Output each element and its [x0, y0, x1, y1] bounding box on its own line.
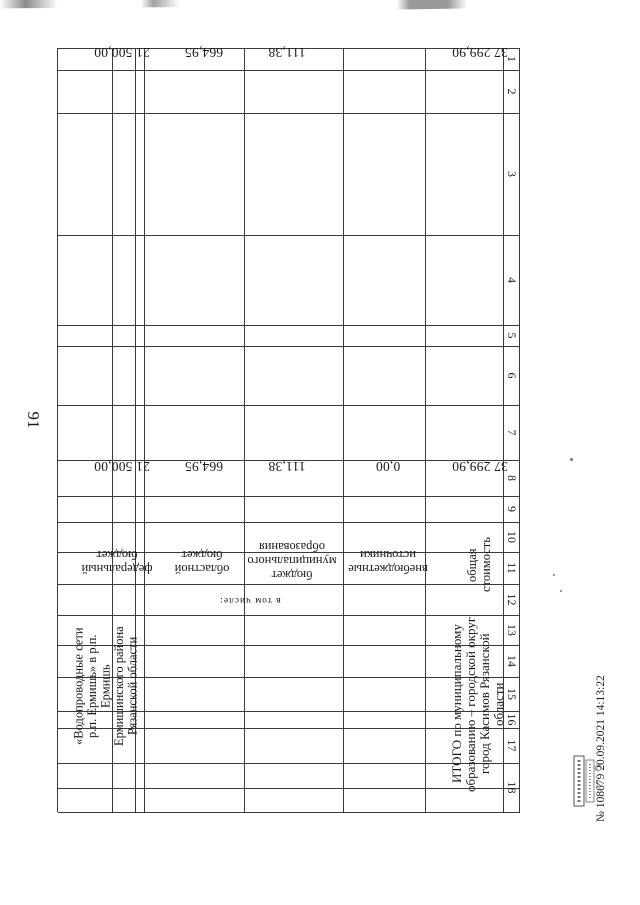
col6-total: 37 299,90: [452, 459, 508, 474]
source-extrabudget-text: внебюджетные источники: [348, 548, 428, 576]
registration-footer: № 108679 20.09.2021 14:13:22: [595, 675, 607, 822]
col-number-2: 2: [505, 88, 519, 95]
including-label: [200, 593, 300, 607]
col6-federal: 21 500,00: [94, 459, 150, 474]
col-number-8: 8: [505, 475, 519, 481]
col-number-5: 5: [505, 332, 519, 339]
source-regional-text: областной бюджет: [174, 548, 230, 576]
col6-municipal: 111,38: [268, 459, 306, 474]
col18-municipal: 111,38: [268, 45, 306, 60]
col6-extrabudget: 0,00: [375, 459, 401, 474]
total-label-cell: [438, 614, 518, 794]
source-municipal-text: бюджет муниципального образования: [247, 540, 337, 582]
col-number-11: 11: [505, 562, 519, 574]
total-source-cell: [448, 528, 510, 602]
col-number-7: 7: [505, 429, 519, 436]
col-number-17: 17: [505, 739, 519, 752]
col-number-4: 4: [505, 277, 519, 283]
total-label: ИТОГО по муниципальному образованию – городской округ город Касимов Рязанской области: [449, 616, 506, 792]
scan-speck: [553, 574, 555, 576]
page-number: 91: [24, 411, 43, 429]
col6-regional: 664,95: [184, 459, 224, 474]
col-number-13: 13: [505, 624, 519, 636]
scan-speck: [570, 458, 573, 461]
col18-total: 37 299,90: [452, 45, 508, 60]
col-number-15: 15: [505, 688, 519, 700]
source-municipal: [240, 528, 344, 594]
source-regional: [165, 530, 239, 594]
col-number-3: 3: [505, 171, 519, 177]
project-name: «Водопроводные сети р.п. Ермишь» в р.п. Ермишь Ермишинского района Рязанской области: [71, 626, 140, 746]
col-number-10: 10: [505, 531, 519, 543]
col-number-16: 16: [505, 713, 519, 726]
total-source: общая стоимость: [465, 537, 493, 593]
col-number-14: 14: [505, 655, 519, 667]
col-number-9: 9: [505, 506, 519, 512]
col18-federal: 21 500,00: [94, 45, 150, 60]
col18-regional: 664,95: [184, 45, 224, 60]
col-number-12: 12: [505, 593, 519, 606]
scan-edge-artifact: [0, 0, 640, 14]
source-federal-text: федеральный бюджет: [81, 548, 153, 576]
including-label-text: в том числе:: [219, 595, 281, 605]
source-extrabudget: [343, 530, 433, 594]
project-name-cell: [58, 625, 154, 747]
col-number-6: 6: [505, 372, 519, 379]
col-number-18: 18: [505, 781, 519, 794]
col-number-1: 1: [505, 56, 519, 62]
source-federal: [80, 530, 154, 594]
scan-speck: [560, 590, 562, 592]
